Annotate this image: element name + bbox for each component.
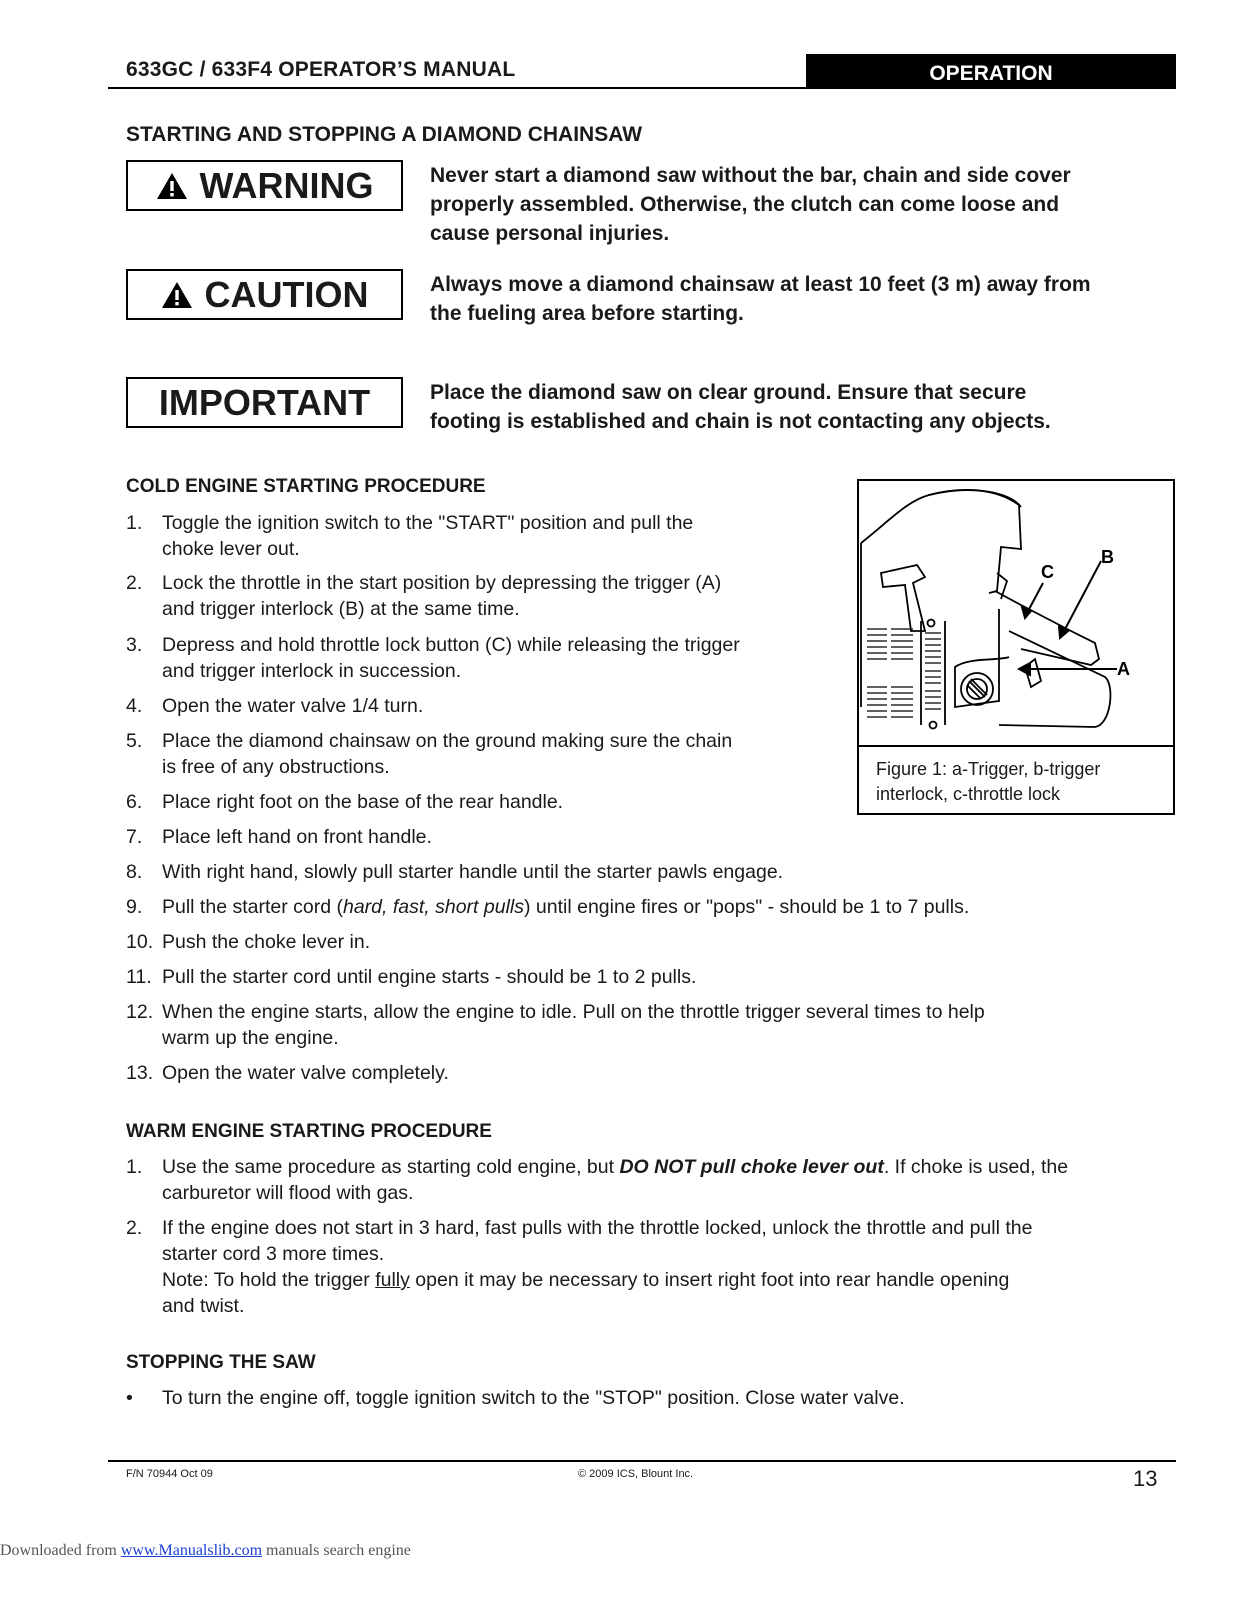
section-tab: OPERATION	[806, 54, 1176, 88]
stopping-heading: STOPPING THE SAW	[126, 1352, 316, 1373]
footer-rule	[108, 1460, 1176, 1462]
page-number: 13	[1133, 1466, 1158, 1491]
label-a: A	[1117, 659, 1130, 679]
manual-title: 633GC / 633F4 OPERATOR’S MANUAL	[126, 58, 516, 81]
label-c: C	[1041, 562, 1054, 582]
label-b: B	[1101, 547, 1114, 567]
warning-badge	[126, 160, 403, 211]
warm-start-heading: WARM ENGINE STARTING PROCEDURE	[126, 1121, 492, 1142]
figure-divider	[859, 745, 1173, 747]
warning-label: WARNING	[199, 164, 374, 206]
caution-badge	[126, 269, 403, 320]
cold-start-heading: COLD ENGINE STARTING PROCEDURE	[126, 476, 486, 497]
warning-triangle-icon	[156, 172, 188, 200]
figure-caption: Figure 1: a-Trigger, b-trigger interlock, c-throttle lock	[876, 759, 1101, 804]
caution-text: Always move a diamond chainsaw at least 10 feet (3 m) away from the fueling area before starting.	[430, 273, 1091, 325]
part-number: F/N 70944 Oct 09	[126, 1468, 213, 1480]
important-label: IMPORTANT	[158, 381, 371, 423]
download-notice: Downloaded from www.Manualslib.com manuals search engine	[0, 1542, 411, 1559]
figure-1	[857, 479, 1175, 815]
important-badge	[126, 377, 403, 428]
warning-text: Never start a diamond saw without the bar, chain and side cover properly assembled. Otherwise, the clutch can come loose and cause personal injuries.	[430, 164, 1071, 245]
manualslib-link[interactable]: www.Manualslib.com	[120, 1542, 263, 1559]
chainsaw-illustration	[859, 481, 1173, 743]
copyright: © 2009 ICS, Blount Inc.	[578, 1468, 694, 1480]
warning-triangle-icon	[161, 281, 193, 309]
caution-label: CAUTION	[204, 273, 369, 315]
header-rule	[108, 87, 1176, 89]
important-text: Place the diamond saw on clear ground. Ensure that secure footing is established and chain is not contacting any objects.	[430, 381, 1051, 433]
section-title: STARTING AND STOPPING A DIAMOND CHAINSAW	[126, 123, 643, 146]
